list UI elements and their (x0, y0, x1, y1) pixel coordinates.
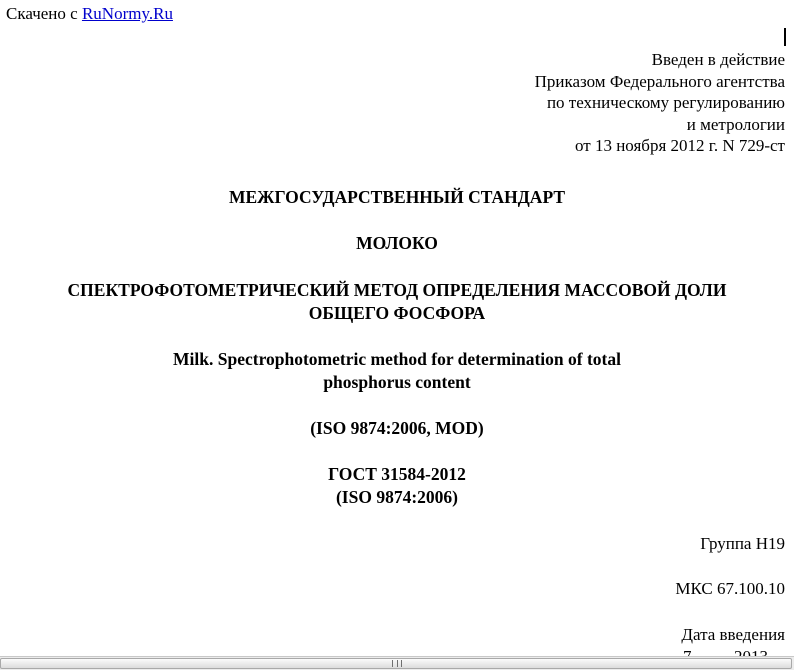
intro-line: и метрологии (686, 114, 785, 134)
source-prefix: Скачено с (6, 4, 78, 23)
intro-line: Приказом Федерального агентства (534, 71, 785, 91)
intro-line: по техническому регулированию (546, 93, 785, 112)
intro-line: Введен в действие (651, 50, 785, 69)
title-en-line2: phosphorus content (323, 372, 471, 392)
intro-line: от 13 ноября 2012 г. N 729-ст (575, 136, 785, 155)
source-link[interactable]: RuNormy.Ru (81, 4, 173, 23)
gost-number: ГОСТ 31584-2012 (328, 464, 466, 484)
intro-block (535, 49, 785, 157)
iso-reference: (ISO 9874:2006, MOD) (310, 418, 484, 438)
mks-code: МКС 67.100.10 (675, 579, 785, 598)
gost-iso-reference: (ISO 9874:2006) (335, 487, 458, 507)
title-ru-line1: СПЕКТРОФОТОМЕТРИЧЕСКИЙ МЕТОД ОПРЕДЕЛЕНИЯ МАССОВОЙ ДОЛИ (67, 280, 727, 300)
intro-date-label: Дата введения (681, 625, 785, 644)
horizontal-scrollbar[interactable] (0, 656, 794, 670)
title-en-line1: Milk. Spectrophotometric method for determination of total (173, 349, 621, 369)
scroll-grip-icon (392, 660, 402, 667)
title-ru-line2: ОБЩЕГО ФОСФОРА (308, 303, 486, 323)
scrollbar-thumb[interactable] (0, 658, 792, 669)
standard-type-heading: МЕЖГОСУДАРСТВЕННЫЙ СТАНДАРТ (228, 187, 566, 207)
source-line (6, 4, 173, 24)
subject-heading: МОЛОКО (356, 233, 438, 253)
text-cursor (784, 28, 786, 46)
group-code: Группа Н19 (700, 534, 785, 553)
